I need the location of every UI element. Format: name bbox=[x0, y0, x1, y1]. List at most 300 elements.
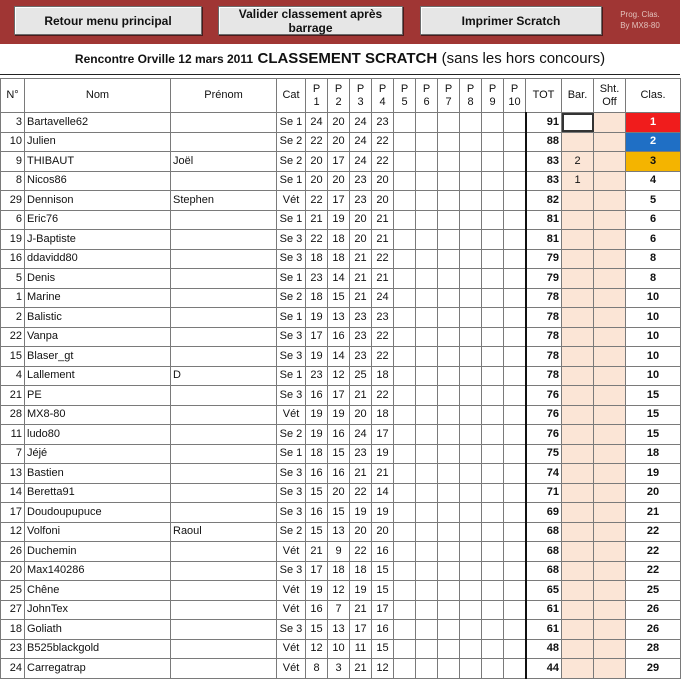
cell-round-2[interactable]: 7 bbox=[328, 600, 350, 620]
cell-round-10[interactable] bbox=[504, 581, 526, 601]
cell-clas[interactable]: 3 bbox=[626, 152, 681, 172]
cell-cat[interactable]: Se 1 bbox=[277, 113, 306, 133]
cell-cat[interactable]: Se 3 bbox=[277, 620, 306, 640]
cell-bar[interactable] bbox=[562, 639, 594, 659]
cell-clas[interactable]: 2 bbox=[626, 132, 681, 152]
cell-round-6[interactable] bbox=[416, 230, 438, 250]
cell-clas[interactable]: 10 bbox=[626, 288, 681, 308]
cell-round-6[interactable] bbox=[416, 483, 438, 503]
cell-cat[interactable]: Se 3 bbox=[277, 249, 306, 269]
cell-round-6[interactable] bbox=[416, 581, 438, 601]
cell-shootoff[interactable] bbox=[594, 269, 626, 289]
cell-round-1[interactable]: 17 bbox=[306, 561, 328, 581]
cell-cat[interactable]: Vét bbox=[277, 639, 306, 659]
cell-round-3[interactable]: 20 bbox=[350, 230, 372, 250]
cell-cat[interactable]: Se 2 bbox=[277, 132, 306, 152]
cell-cat[interactable]: Se 3 bbox=[277, 347, 306, 367]
cell-round-5[interactable] bbox=[394, 503, 416, 523]
cell-round-8[interactable] bbox=[460, 132, 482, 152]
cell-round-1[interactable]: 24 bbox=[306, 113, 328, 133]
cell-num[interactable]: 9 bbox=[1, 152, 25, 172]
cell-bar[interactable] bbox=[562, 327, 594, 347]
cell-round-1[interactable]: 15 bbox=[306, 522, 328, 542]
cell-tot[interactable]: 75 bbox=[526, 444, 562, 464]
cell-nom[interactable]: Jéjé bbox=[25, 444, 171, 464]
cell-round-10[interactable] bbox=[504, 620, 526, 640]
cell-round-3[interactable]: 20 bbox=[350, 210, 372, 230]
cell-num[interactable]: 20 bbox=[1, 561, 25, 581]
cell-round-2[interactable]: 19 bbox=[328, 210, 350, 230]
cell-prenom[interactable] bbox=[171, 347, 277, 367]
cell-prenom[interactable] bbox=[171, 405, 277, 425]
cell-round-3[interactable]: 17 bbox=[350, 620, 372, 640]
cell-round-3[interactable]: 24 bbox=[350, 113, 372, 133]
cell-num[interactable]: 4 bbox=[1, 366, 25, 386]
cell-round-4[interactable]: 15 bbox=[372, 561, 394, 581]
cell-bar[interactable] bbox=[562, 425, 594, 445]
cell-round-5[interactable] bbox=[394, 308, 416, 328]
cell-round-6[interactable] bbox=[416, 425, 438, 445]
cell-round-4[interactable]: 22 bbox=[372, 152, 394, 172]
cell-clas[interactable]: 15 bbox=[626, 386, 681, 406]
cell-round-7[interactable] bbox=[438, 327, 460, 347]
cell-cat[interactable]: Se 1 bbox=[277, 366, 306, 386]
cell-round-6[interactable] bbox=[416, 288, 438, 308]
cell-round-2[interactable]: 16 bbox=[328, 425, 350, 445]
cell-round-2[interactable]: 3 bbox=[328, 659, 350, 679]
cell-round-3[interactable]: 25 bbox=[350, 366, 372, 386]
cell-round-1[interactable]: 20 bbox=[306, 171, 328, 191]
cell-bar[interactable] bbox=[562, 308, 594, 328]
cell-bar[interactable] bbox=[562, 620, 594, 640]
cell-num[interactable]: 22 bbox=[1, 327, 25, 347]
cell-round-7[interactable] bbox=[438, 405, 460, 425]
cell-round-10[interactable] bbox=[504, 288, 526, 308]
cell-round-6[interactable] bbox=[416, 464, 438, 484]
cell-round-6[interactable] bbox=[416, 600, 438, 620]
cell-bar[interactable] bbox=[562, 581, 594, 601]
cell-tot[interactable]: 83 bbox=[526, 171, 562, 191]
cell-nom[interactable]: Doudoupupuce bbox=[25, 503, 171, 523]
cell-nom[interactable]: Carregatrap bbox=[25, 659, 171, 679]
cell-round-4[interactable]: 22 bbox=[372, 249, 394, 269]
cell-round-9[interactable] bbox=[482, 269, 504, 289]
cell-clas[interactable]: 10 bbox=[626, 366, 681, 386]
cell-prenom[interactable] bbox=[171, 464, 277, 484]
cell-clas[interactable]: 5 bbox=[626, 191, 681, 211]
cell-round-5[interactable] bbox=[394, 347, 416, 367]
cell-round-1[interactable]: 23 bbox=[306, 269, 328, 289]
cell-shootoff[interactable] bbox=[594, 659, 626, 679]
cell-round-5[interactable] bbox=[394, 152, 416, 172]
cell-round-4[interactable]: 16 bbox=[372, 620, 394, 640]
cell-round-1[interactable]: 15 bbox=[306, 483, 328, 503]
cell-tot[interactable]: 79 bbox=[526, 269, 562, 289]
cell-round-5[interactable] bbox=[394, 600, 416, 620]
cell-clas[interactable]: 25 bbox=[626, 581, 681, 601]
cell-round-10[interactable] bbox=[504, 425, 526, 445]
cell-nom[interactable]: Max140286 bbox=[25, 561, 171, 581]
cell-round-3[interactable]: 24 bbox=[350, 152, 372, 172]
cell-round-8[interactable] bbox=[460, 522, 482, 542]
cell-round-7[interactable] bbox=[438, 132, 460, 152]
cell-shootoff[interactable] bbox=[594, 639, 626, 659]
cell-round-9[interactable] bbox=[482, 230, 504, 250]
cell-round-6[interactable] bbox=[416, 444, 438, 464]
cell-round-7[interactable] bbox=[438, 620, 460, 640]
cell-round-1[interactable]: 19 bbox=[306, 581, 328, 601]
cell-prenom[interactable] bbox=[171, 132, 277, 152]
cell-round-9[interactable] bbox=[482, 542, 504, 562]
cell-nom[interactable]: PE bbox=[25, 386, 171, 406]
cell-round-2[interactable]: 20 bbox=[328, 132, 350, 152]
cell-round-3[interactable]: 24 bbox=[350, 425, 372, 445]
cell-round-4[interactable]: 15 bbox=[372, 639, 394, 659]
cell-round-4[interactable]: 15 bbox=[372, 581, 394, 601]
cell-round-5[interactable] bbox=[394, 327, 416, 347]
cell-shootoff[interactable] bbox=[594, 600, 626, 620]
cell-num[interactable]: 26 bbox=[1, 542, 25, 562]
cell-cat[interactable]: Vét bbox=[277, 659, 306, 679]
cell-bar[interactable] bbox=[562, 288, 594, 308]
cell-bar[interactable] bbox=[562, 522, 594, 542]
cell-cat[interactable]: Se 2 bbox=[277, 288, 306, 308]
cell-round-6[interactable] bbox=[416, 210, 438, 230]
cell-round-3[interactable]: 19 bbox=[350, 581, 372, 601]
cell-round-3[interactable]: 21 bbox=[350, 659, 372, 679]
cell-round-4[interactable]: 21 bbox=[372, 269, 394, 289]
cell-round-9[interactable] bbox=[482, 132, 504, 152]
cell-nom[interactable]: Nicos86 bbox=[25, 171, 171, 191]
cell-round-2[interactable]: 18 bbox=[328, 561, 350, 581]
cell-round-4[interactable]: 14 bbox=[372, 483, 394, 503]
cell-round-7[interactable] bbox=[438, 659, 460, 679]
cell-round-1[interactable]: 19 bbox=[306, 308, 328, 328]
cell-round-9[interactable] bbox=[482, 444, 504, 464]
cell-round-10[interactable] bbox=[504, 113, 526, 133]
cell-round-7[interactable] bbox=[438, 464, 460, 484]
cell-round-7[interactable] bbox=[438, 113, 460, 133]
cell-round-4[interactable]: 21 bbox=[372, 210, 394, 230]
cell-clas[interactable]: 28 bbox=[626, 639, 681, 659]
cell-cat[interactable]: Se 1 bbox=[277, 171, 306, 191]
cell-round-8[interactable] bbox=[460, 483, 482, 503]
cell-round-9[interactable] bbox=[482, 503, 504, 523]
cell-nom[interactable]: B525blackgold bbox=[25, 639, 171, 659]
cell-shootoff[interactable] bbox=[594, 327, 626, 347]
cell-round-10[interactable] bbox=[504, 659, 526, 679]
cell-round-5[interactable] bbox=[394, 132, 416, 152]
cell-bar[interactable] bbox=[562, 113, 594, 133]
cell-round-3[interactable]: 23 bbox=[350, 191, 372, 211]
cell-cat[interactable]: Vét bbox=[277, 405, 306, 425]
validate-ranking-button[interactable]: Valider classement après barrage bbox=[218, 6, 403, 35]
cell-bar[interactable] bbox=[562, 600, 594, 620]
cell-num[interactable]: 14 bbox=[1, 483, 25, 503]
cell-round-4[interactable]: 22 bbox=[372, 327, 394, 347]
cell-round-8[interactable] bbox=[460, 600, 482, 620]
cell-round-9[interactable] bbox=[482, 639, 504, 659]
cell-round-9[interactable] bbox=[482, 366, 504, 386]
cell-round-7[interactable] bbox=[438, 425, 460, 445]
cell-nom[interactable]: Volfoni bbox=[25, 522, 171, 542]
cell-tot[interactable]: 44 bbox=[526, 659, 562, 679]
cell-cat[interactable]: Se 3 bbox=[277, 230, 306, 250]
cell-round-9[interactable] bbox=[482, 171, 504, 191]
cell-cat[interactable]: Se 3 bbox=[277, 327, 306, 347]
cell-round-9[interactable] bbox=[482, 620, 504, 640]
cell-round-6[interactable] bbox=[416, 308, 438, 328]
cell-round-9[interactable] bbox=[482, 425, 504, 445]
cell-tot[interactable]: 83 bbox=[526, 152, 562, 172]
cell-round-8[interactable] bbox=[460, 425, 482, 445]
cell-shootoff[interactable] bbox=[594, 366, 626, 386]
cell-prenom[interactable] bbox=[171, 230, 277, 250]
cell-tot[interactable]: 78 bbox=[526, 288, 562, 308]
cell-round-8[interactable] bbox=[460, 308, 482, 328]
cell-clas[interactable]: 8 bbox=[626, 269, 681, 289]
cell-clas[interactable]: 22 bbox=[626, 522, 681, 542]
cell-shootoff[interactable] bbox=[594, 386, 626, 406]
cell-shootoff[interactable] bbox=[594, 191, 626, 211]
cell-round-10[interactable] bbox=[504, 210, 526, 230]
cell-round-1[interactable]: 23 bbox=[306, 366, 328, 386]
cell-num[interactable]: 16 bbox=[1, 249, 25, 269]
cell-round-2[interactable]: 18 bbox=[328, 230, 350, 250]
cell-num[interactable]: 24 bbox=[1, 659, 25, 679]
cell-round-5[interactable] bbox=[394, 425, 416, 445]
cell-round-8[interactable] bbox=[460, 620, 482, 640]
cell-round-7[interactable] bbox=[438, 542, 460, 562]
cell-nom[interactable]: ddavidd80 bbox=[25, 249, 171, 269]
cell-round-3[interactable]: 23 bbox=[350, 308, 372, 328]
cell-clas[interactable]: 10 bbox=[626, 327, 681, 347]
cell-prenom[interactable] bbox=[171, 210, 277, 230]
cell-round-9[interactable] bbox=[482, 113, 504, 133]
cell-round-1[interactable]: 19 bbox=[306, 425, 328, 445]
cell-round-2[interactable]: 14 bbox=[328, 347, 350, 367]
cell-round-10[interactable] bbox=[504, 269, 526, 289]
cell-round-10[interactable] bbox=[504, 152, 526, 172]
cell-round-3[interactable]: 23 bbox=[350, 171, 372, 191]
cell-bar[interactable] bbox=[562, 366, 594, 386]
cell-shootoff[interactable] bbox=[594, 444, 626, 464]
cell-round-7[interactable] bbox=[438, 269, 460, 289]
cell-round-8[interactable] bbox=[460, 249, 482, 269]
cell-round-7[interactable] bbox=[438, 366, 460, 386]
cell-round-8[interactable] bbox=[460, 171, 482, 191]
cell-round-7[interactable] bbox=[438, 483, 460, 503]
cell-shootoff[interactable] bbox=[594, 210, 626, 230]
cell-bar[interactable] bbox=[562, 542, 594, 562]
cell-round-2[interactable]: 16 bbox=[328, 464, 350, 484]
cell-round-4[interactable]: 19 bbox=[372, 444, 394, 464]
cell-tot[interactable]: 68 bbox=[526, 561, 562, 581]
cell-round-10[interactable] bbox=[504, 132, 526, 152]
cell-round-3[interactable]: 21 bbox=[350, 386, 372, 406]
cell-clas[interactable]: 15 bbox=[626, 425, 681, 445]
cell-bar[interactable] bbox=[562, 347, 594, 367]
cell-round-6[interactable] bbox=[416, 269, 438, 289]
cell-shootoff[interactable] bbox=[594, 620, 626, 640]
cell-round-1[interactable]: 21 bbox=[306, 210, 328, 230]
cell-prenom[interactable] bbox=[171, 269, 277, 289]
cell-nom[interactable]: Marine bbox=[25, 288, 171, 308]
cell-round-10[interactable] bbox=[504, 366, 526, 386]
cell-round-9[interactable] bbox=[482, 386, 504, 406]
cell-num[interactable]: 13 bbox=[1, 464, 25, 484]
cell-round-1[interactable]: 19 bbox=[306, 405, 328, 425]
cell-round-10[interactable] bbox=[504, 542, 526, 562]
cell-round-5[interactable] bbox=[394, 269, 416, 289]
cell-shootoff[interactable] bbox=[594, 230, 626, 250]
cell-cat[interactable]: Se 2 bbox=[277, 522, 306, 542]
cell-nom[interactable]: Vanpa bbox=[25, 327, 171, 347]
cell-tot[interactable]: 91 bbox=[526, 113, 562, 133]
cell-prenom[interactable] bbox=[171, 386, 277, 406]
cell-prenom[interactable] bbox=[171, 659, 277, 679]
cell-round-9[interactable] bbox=[482, 210, 504, 230]
cell-round-3[interactable]: 21 bbox=[350, 288, 372, 308]
cell-nom[interactable]: ludo80 bbox=[25, 425, 171, 445]
back-to-menu-button[interactable]: Retour menu principal bbox=[14, 6, 202, 35]
cell-round-9[interactable] bbox=[482, 327, 504, 347]
cell-round-7[interactable] bbox=[438, 191, 460, 211]
cell-round-2[interactable]: 14 bbox=[328, 269, 350, 289]
cell-bar[interactable] bbox=[562, 405, 594, 425]
cell-round-10[interactable] bbox=[504, 503, 526, 523]
cell-num[interactable]: 15 bbox=[1, 347, 25, 367]
cell-tot[interactable]: 78 bbox=[526, 366, 562, 386]
cell-round-8[interactable] bbox=[460, 366, 482, 386]
cell-num[interactable]: 18 bbox=[1, 620, 25, 640]
cell-round-3[interactable]: 18 bbox=[350, 561, 372, 581]
cell-round-1[interactable]: 19 bbox=[306, 347, 328, 367]
cell-round-3[interactable]: 21 bbox=[350, 249, 372, 269]
cell-prenom[interactable]: Stephen bbox=[171, 191, 277, 211]
cell-round-4[interactable]: 16 bbox=[372, 542, 394, 562]
cell-nom[interactable]: Blaser_gt bbox=[25, 347, 171, 367]
cell-round-3[interactable]: 23 bbox=[350, 444, 372, 464]
cell-round-8[interactable] bbox=[460, 561, 482, 581]
cell-prenom[interactable] bbox=[171, 327, 277, 347]
cell-round-4[interactable]: 22 bbox=[372, 386, 394, 406]
cell-prenom[interactable] bbox=[171, 503, 277, 523]
cell-round-2[interactable]: 13 bbox=[328, 522, 350, 542]
cell-num[interactable]: 23 bbox=[1, 639, 25, 659]
cell-nom[interactable]: MX8-80 bbox=[25, 405, 171, 425]
cell-prenom[interactable] bbox=[171, 444, 277, 464]
cell-round-4[interactable]: 23 bbox=[372, 308, 394, 328]
cell-round-6[interactable] bbox=[416, 561, 438, 581]
cell-round-2[interactable]: 20 bbox=[328, 171, 350, 191]
cell-round-1[interactable]: 16 bbox=[306, 503, 328, 523]
cell-cat[interactable]: Vét bbox=[277, 581, 306, 601]
cell-nom[interactable]: Lallement bbox=[25, 366, 171, 386]
cell-round-2[interactable]: 17 bbox=[328, 152, 350, 172]
cell-round-7[interactable] bbox=[438, 639, 460, 659]
cell-round-1[interactable]: 16 bbox=[306, 464, 328, 484]
cell-prenom[interactable] bbox=[171, 171, 277, 191]
cell-round-6[interactable] bbox=[416, 249, 438, 269]
cell-cat[interactable]: Se 1 bbox=[277, 210, 306, 230]
cell-round-5[interactable] bbox=[394, 483, 416, 503]
cell-round-6[interactable] bbox=[416, 386, 438, 406]
cell-num[interactable]: 11 bbox=[1, 425, 25, 445]
cell-nom[interactable]: Denis bbox=[25, 269, 171, 289]
cell-shootoff[interactable] bbox=[594, 464, 626, 484]
cell-round-3[interactable]: 21 bbox=[350, 600, 372, 620]
cell-cat[interactable]: Vét bbox=[277, 191, 306, 211]
cell-round-6[interactable] bbox=[416, 405, 438, 425]
cell-prenom[interactable] bbox=[171, 542, 277, 562]
cell-round-8[interactable] bbox=[460, 347, 482, 367]
cell-nom[interactable]: Julien bbox=[25, 132, 171, 152]
cell-bar[interactable]: 2 bbox=[562, 152, 594, 172]
cell-round-7[interactable] bbox=[438, 288, 460, 308]
cell-round-3[interactable]: 23 bbox=[350, 327, 372, 347]
cell-tot[interactable]: 65 bbox=[526, 581, 562, 601]
cell-tot[interactable]: 82 bbox=[526, 191, 562, 211]
cell-round-4[interactable]: 17 bbox=[372, 600, 394, 620]
cell-round-4[interactable]: 20 bbox=[372, 171, 394, 191]
cell-clas[interactable]: 22 bbox=[626, 542, 681, 562]
cell-round-7[interactable] bbox=[438, 600, 460, 620]
cell-tot[interactable]: 61 bbox=[526, 600, 562, 620]
cell-round-8[interactable] bbox=[460, 327, 482, 347]
cell-cat[interactable]: Se 3 bbox=[277, 561, 306, 581]
cell-round-4[interactable]: 23 bbox=[372, 113, 394, 133]
cell-round-3[interactable]: 22 bbox=[350, 542, 372, 562]
cell-prenom[interactable] bbox=[171, 581, 277, 601]
cell-round-2[interactable]: 12 bbox=[328, 581, 350, 601]
cell-round-9[interactable] bbox=[482, 522, 504, 542]
cell-clas[interactable]: 26 bbox=[626, 600, 681, 620]
cell-round-10[interactable] bbox=[504, 600, 526, 620]
cell-num[interactable]: 28 bbox=[1, 405, 25, 425]
cell-tot[interactable]: 68 bbox=[526, 542, 562, 562]
cell-shootoff[interactable] bbox=[594, 405, 626, 425]
cell-round-6[interactable] bbox=[416, 639, 438, 659]
cell-clas[interactable]: 10 bbox=[626, 347, 681, 367]
cell-tot[interactable]: 88 bbox=[526, 132, 562, 152]
cell-round-10[interactable] bbox=[504, 347, 526, 367]
cell-round-4[interactable]: 19 bbox=[372, 503, 394, 523]
cell-shootoff[interactable] bbox=[594, 425, 626, 445]
cell-bar[interactable] bbox=[562, 191, 594, 211]
cell-round-2[interactable]: 15 bbox=[328, 444, 350, 464]
cell-prenom[interactable] bbox=[171, 600, 277, 620]
cell-shootoff[interactable] bbox=[594, 152, 626, 172]
cell-round-9[interactable] bbox=[482, 464, 504, 484]
cell-round-7[interactable] bbox=[438, 444, 460, 464]
cell-round-6[interactable] bbox=[416, 191, 438, 211]
cell-round-8[interactable] bbox=[460, 269, 482, 289]
cell-round-6[interactable] bbox=[416, 327, 438, 347]
cell-bar[interactable] bbox=[562, 659, 594, 679]
cell-round-1[interactable]: 15 bbox=[306, 620, 328, 640]
cell-prenom[interactable] bbox=[171, 288, 277, 308]
cell-round-6[interactable] bbox=[416, 347, 438, 367]
cell-round-5[interactable] bbox=[394, 366, 416, 386]
cell-clas[interactable]: 20 bbox=[626, 483, 681, 503]
cell-prenom[interactable] bbox=[171, 639, 277, 659]
cell-prenom[interactable] bbox=[171, 425, 277, 445]
cell-round-9[interactable] bbox=[482, 308, 504, 328]
cell-prenom[interactable] bbox=[171, 249, 277, 269]
cell-num[interactable]: 19 bbox=[1, 230, 25, 250]
cell-cat[interactable]: Se 1 bbox=[277, 308, 306, 328]
